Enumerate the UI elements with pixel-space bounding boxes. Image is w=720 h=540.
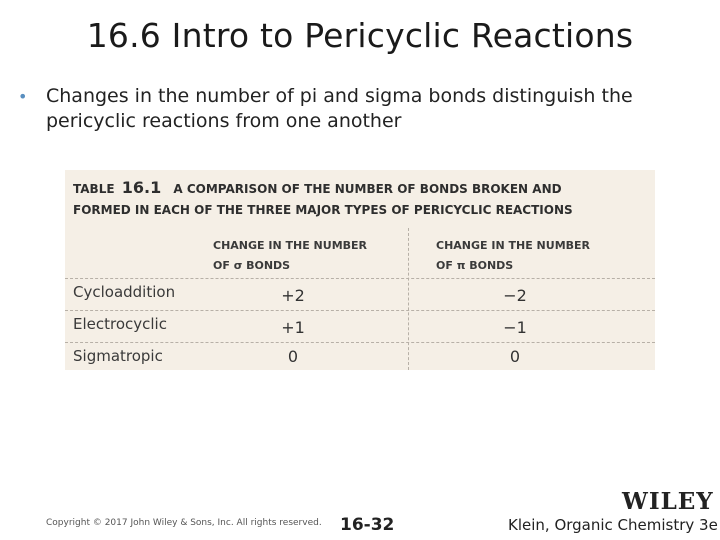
row-divider — [65, 278, 655, 279]
row-label-electrocyclic: Electrocyclic — [73, 315, 167, 333]
table-number: 16.1 — [121, 178, 162, 197]
column-header-pi-line2: OF π BONDS — [436, 259, 514, 272]
row-label-cycloaddition: Cycloaddition — [73, 283, 176, 301]
table-caption-line2: FORMED IN EACH OF THE THREE MAJOR TYPES OF PERICYCLIC REACTIONS — [73, 203, 573, 217]
bullet-text: Changes in the number of pi and sigma bonds distinguish the pericyclic reactions from one another — [46, 85, 633, 132]
copyright-notice: Copyright © 2017 John Wiley & Sons, Inc. All rights reserved. — [46, 518, 322, 528]
wiley-logo: WILEY — [622, 488, 714, 515]
table-label: TABLE — [73, 182, 115, 196]
row-divider — [65, 342, 655, 343]
pi-value-sigmatropic: 0 — [509, 347, 521, 366]
column-header-sigma — [213, 236, 367, 276]
column-header-pi-line1: CHANGE IN THE NUMBER — [436, 239, 591, 252]
pi-value-electrocyclic: −1 — [503, 318, 527, 337]
pi-value-cycloaddition: −2 — [503, 286, 527, 305]
row-divider — [65, 310, 655, 311]
page-number: 16-32 — [340, 515, 395, 535]
sigma-value-electrocyclic: +1 — [281, 318, 305, 337]
sigma-value-sigmatropic: 0 — [287, 347, 299, 366]
column-header-pi — [436, 236, 590, 276]
sigma-value-cycloaddition: +2 — [281, 286, 305, 305]
book-reference: Klein, Organic Chemistry 3e — [508, 516, 718, 534]
table-caption-line1: A COMPARISON OF THE NUMBER OF BONDS BROKEN AND — [173, 182, 562, 196]
column-header-sigma-line1: CHANGE IN THE NUMBER — [213, 239, 368, 252]
slide-title: 16.6 Intro to Pericyclic Reactions — [86, 16, 634, 55]
row-label-sigmatropic: Sigmatropic — [73, 347, 163, 365]
bullet-icon: • — [18, 87, 28, 106]
column-divider — [408, 228, 409, 370]
comparison-table — [65, 170, 655, 370]
column-header-sigma-line2: OF σ BONDS — [213, 259, 291, 272]
table-caption — [73, 177, 645, 221]
